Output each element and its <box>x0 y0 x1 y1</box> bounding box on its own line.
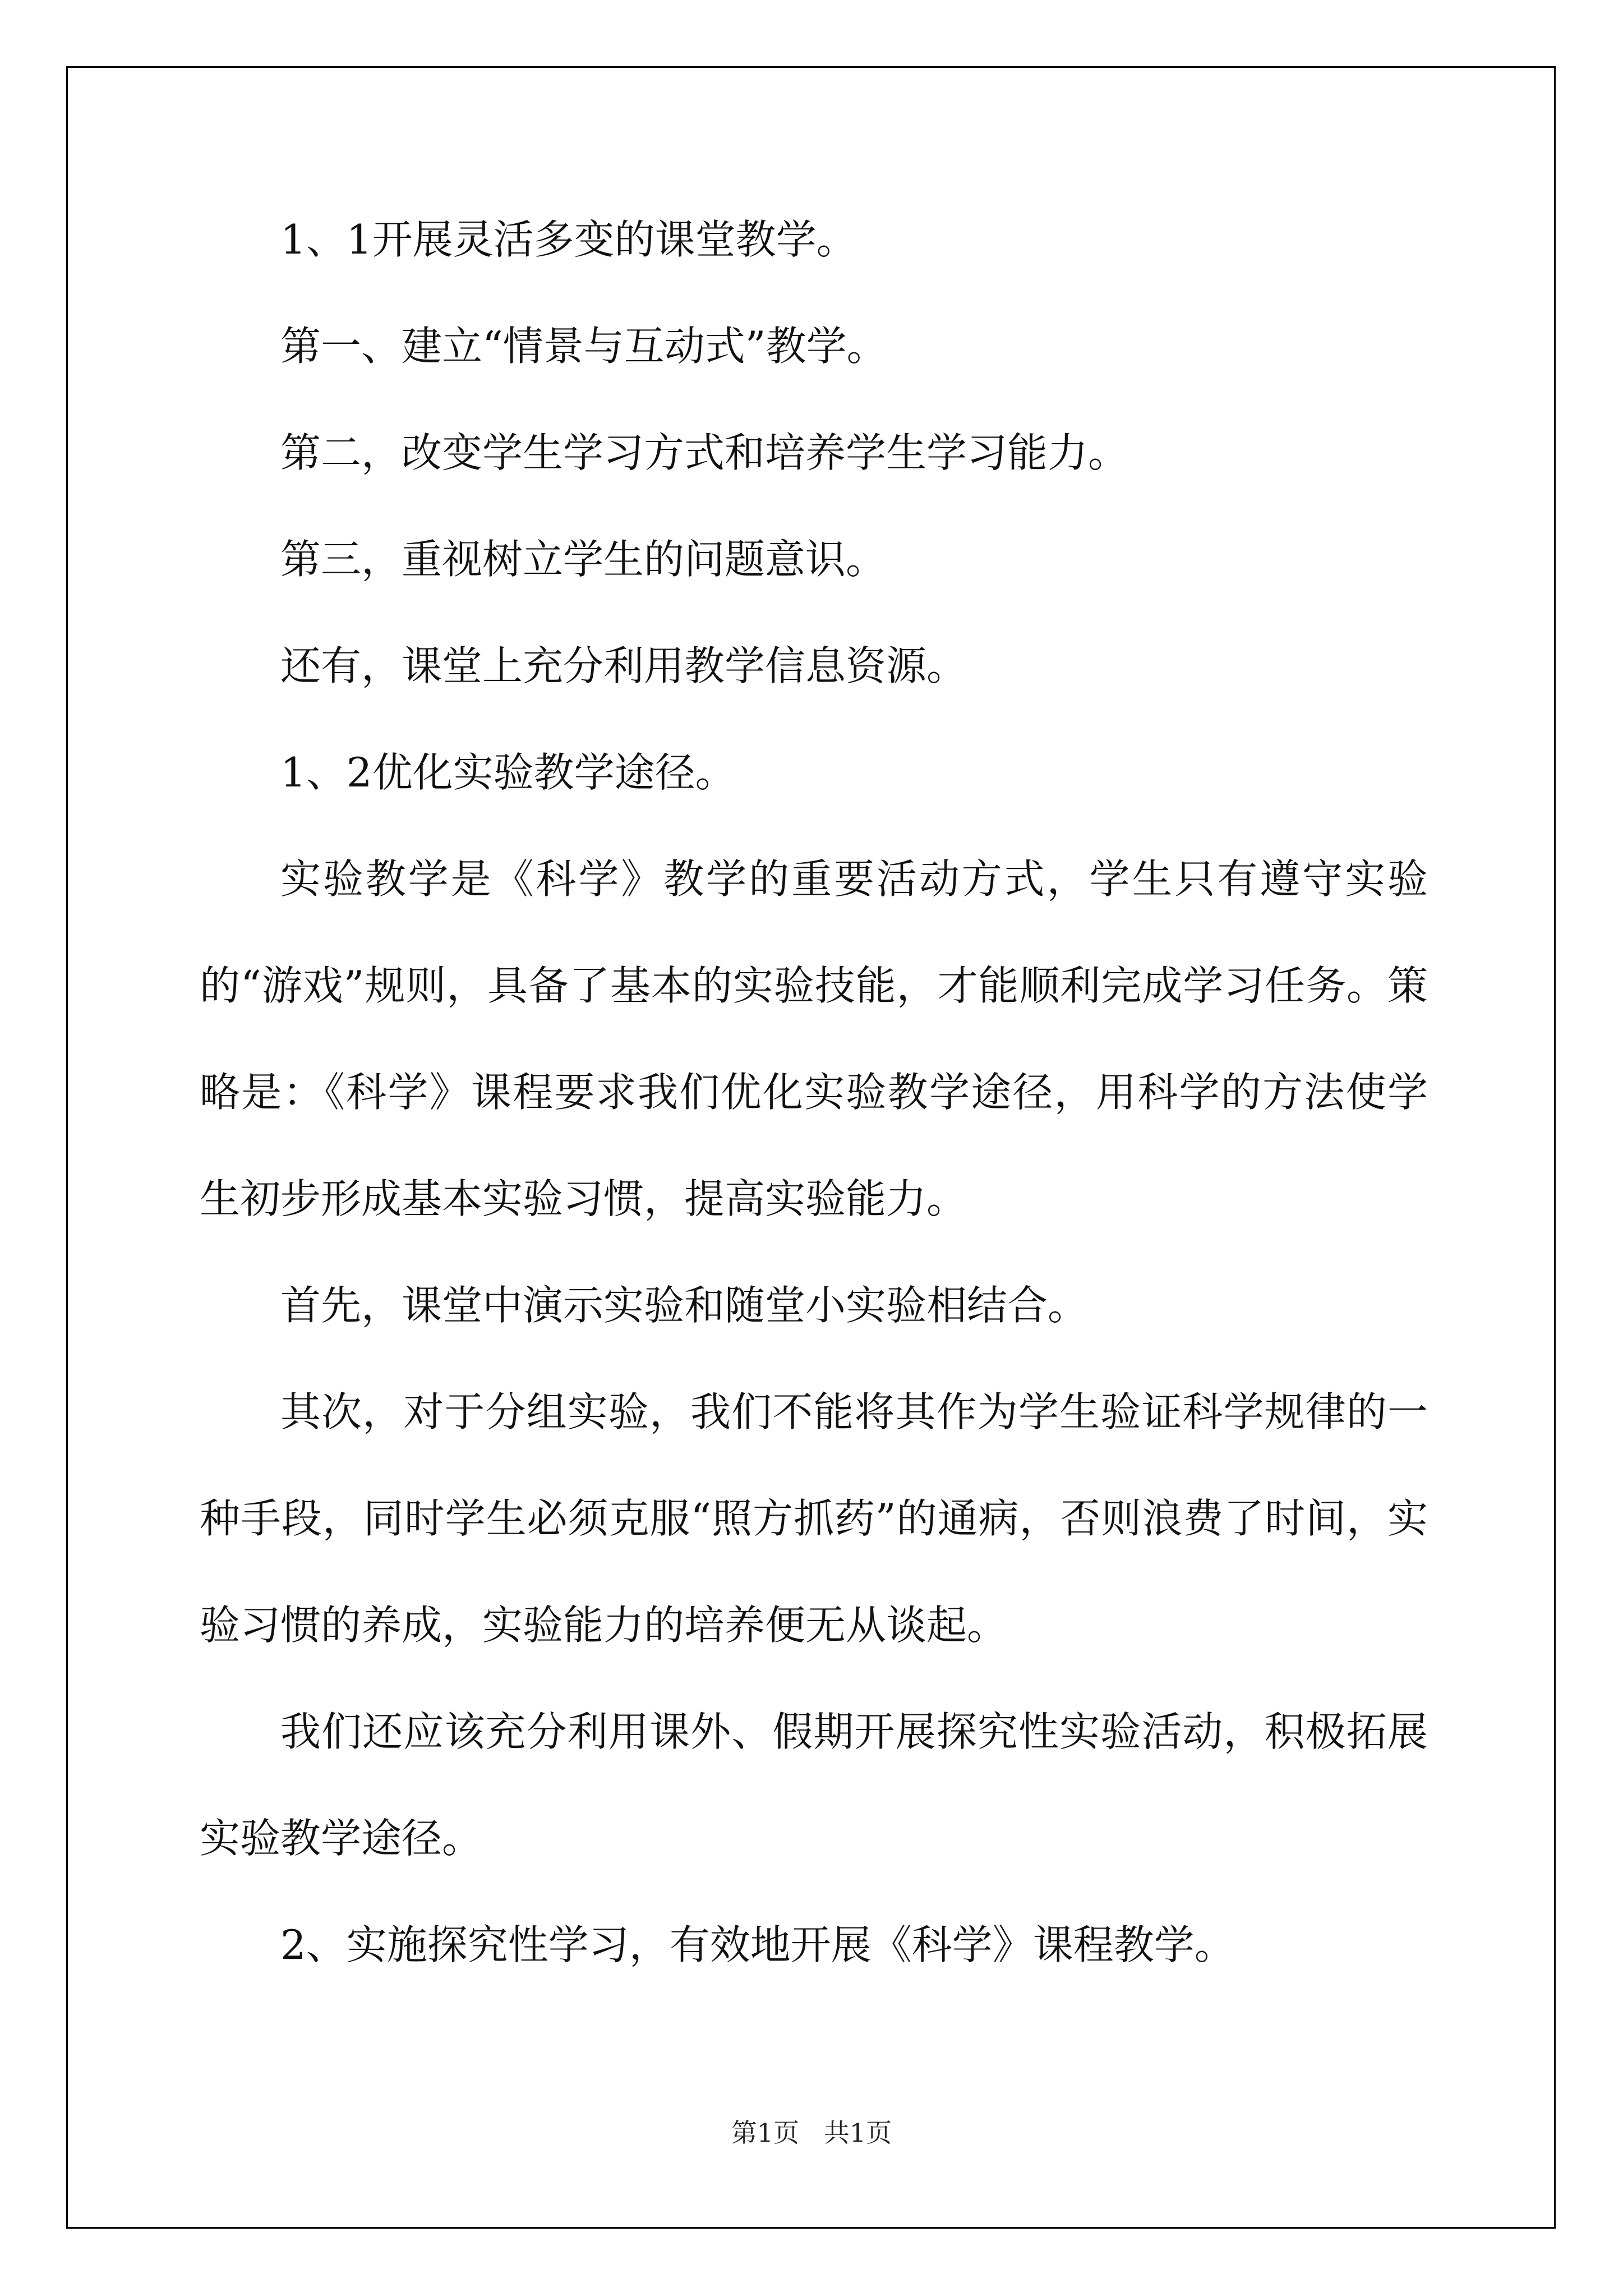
paragraph-1: 1、1开展灵活多变的课堂教学。 <box>280 216 857 263</box>
paragraph-11: 2、实施探究性学习，有效地开展《科学》课程教学。 <box>280 1921 1235 1968</box>
paragraph-8: 首先，课堂中演示实验和随堂小实验相结合。 <box>280 1282 1089 1329</box>
paragraph-9: 其次，对于分组实验，我们不能将其作为学生验证科学规律的一种手段，同时学生必须克服“照方抓药”的通病，否则浪费了时间，实验习惯的养成，实验能力的培养便无从谈起。 <box>200 1388 1428 1649</box>
paragraph-4: 第三，重视树立学生的问题意识。 <box>280 536 887 583</box>
paragraph-10: 我们还应该充分利用课外、假期开展探究性实验活动，积极拓展实验教学途径。 <box>200 1708 1428 1862</box>
page-number-footer: 第1页 共1页 <box>731 2118 892 2148</box>
paragraph-2: 第一、建立“情景与互动式”教学。 <box>280 323 887 370</box>
paragraph-7: 实验教学是《科学》教学的重要活动方式，学生只有遵守实验的“游戏”规则，具备了基本的实验技能，才能顺利完成学习任务。策略是：《科学》课程要求我们优化实验教学途径，用科学的方法使学生初步形成基本实验习惯，提高实验能力。 <box>200 855 1428 1222</box>
paragraph-3: 第二，改变学生学习方式和培养学生学习能力。 <box>280 429 1129 476</box>
paragraph-6: 1、2优化实验教学途径。 <box>280 749 736 796</box>
paragraph-5: 还有，课堂上充分利用教学信息资源。 <box>280 642 967 689</box>
document-body <box>200 186 1428 1998</box>
